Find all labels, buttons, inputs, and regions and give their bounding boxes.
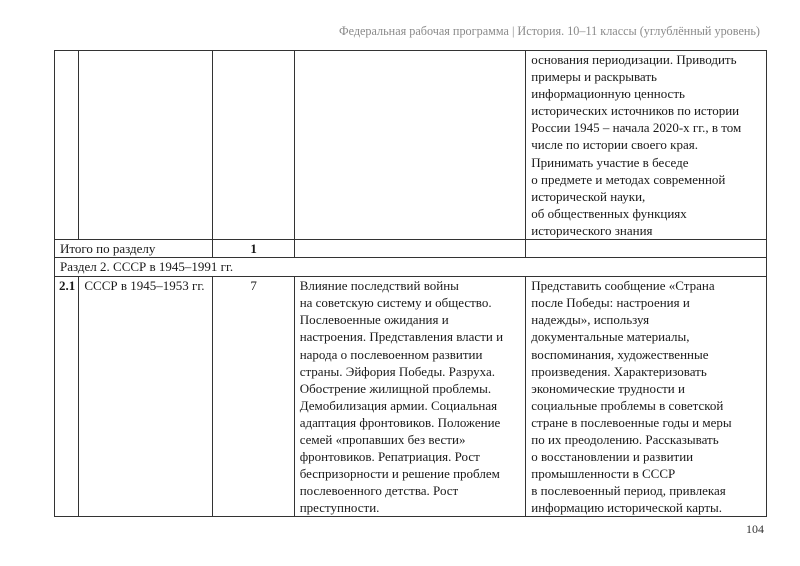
text-line: исторического знания: [531, 222, 653, 238]
running-header: Федеральная рабочая программа | История. 10–11 классы (углублённый уровень): [338, 24, 760, 38]
text-line: послевоенного детства. Рост: [299, 483, 459, 499]
text-line: надежды», используя: [531, 312, 650, 328]
text-line: воспоминания, художественные: [531, 346, 709, 362]
text-line: адаптация фронтовиков. Положение: [299, 414, 501, 430]
text-line: информацию исторической карты.: [531, 500, 723, 516]
topic-content: [294, 277, 526, 517]
text-line: основания периодизации. Приводить: [531, 52, 737, 67]
text-line: беспризорности и решение проблем: [299, 466, 500, 482]
text-line: Послевоенные ожидания и: [299, 312, 449, 328]
text-line: социальные проблемы в советской: [531, 397, 724, 413]
table-row-topic: [55, 277, 767, 517]
text-line: промышленности в СССР: [531, 466, 676, 482]
table-row-section: [55, 258, 767, 277]
text-line: стране в послевоенные годы и меры: [531, 414, 732, 430]
section-heading: Раздел 2. СССР в 1945–1991 гг.: [55, 258, 767, 277]
text-line: исторических источников по истории: [531, 103, 740, 119]
text-line: по их преодолению. Рассказывать: [531, 431, 719, 447]
subtotal-label: Итого по разделу: [55, 240, 213, 258]
topic-number: 2.1: [55, 277, 79, 517]
cell-topic: [79, 51, 213, 240]
curriculum-table: [54, 50, 767, 517]
cell-empty: [294, 240, 526, 258]
text-line: Принимать участие в беседе: [531, 154, 689, 170]
cell-empty: [526, 240, 767, 258]
table-row-subtotal: [55, 240, 767, 258]
cell-number: [55, 51, 79, 240]
text-line: семей «пропавших без вести»: [299, 431, 466, 447]
text-line: страны. Эйфория Победы. Разруха.: [299, 363, 495, 379]
text-line: произведения. Характеризовать: [531, 363, 707, 379]
text-line: о предмете и методах современной: [531, 171, 726, 187]
text-line: Представить сообщение «Страна: [531, 278, 715, 294]
text-line: после Победы: настроения и: [531, 295, 690, 311]
text-line: исторической науки,: [531, 188, 646, 204]
table-row-continuation: [55, 51, 767, 240]
topic-title: СССР в 1945–1953 гг.: [79, 277, 213, 517]
text-line: Обострение жилищной проблемы.: [299, 380, 492, 396]
text-line: на советскую систему и общество.: [299, 295, 492, 311]
cell-activities: [526, 51, 767, 240]
text-line: информационную ценность: [531, 86, 685, 102]
topic-hours: 7: [213, 277, 294, 517]
text-line: Влияние последствий войны: [299, 278, 459, 294]
subtotal-hours: 1: [213, 240, 294, 258]
text-line: России 1945 – начала 2020-х гг., в том: [531, 120, 742, 136]
page-number: 104: [746, 522, 764, 536]
text-line: народа о послевоенном развитии: [299, 346, 483, 362]
text-line: примеры и раскрывать: [531, 69, 657, 85]
topic-activities: [526, 277, 767, 517]
text-line: числе по истории своего края.: [531, 137, 698, 153]
text-line: настроения. Представления власти и: [299, 329, 504, 345]
cell-hours: [213, 51, 294, 240]
text-line: экономические трудности и: [531, 380, 685, 396]
text-line: преступности.: [299, 500, 380, 516]
text-line: о восстановлении и развитии: [531, 449, 694, 465]
text-line: фронтовиков. Репатриация. Рост: [299, 449, 480, 465]
text-line: об общественных функциях: [531, 205, 687, 221]
text-line: в послевоенный период, привлекая: [531, 483, 726, 499]
text-line: документальные материалы,: [531, 329, 690, 345]
cell-content: [294, 51, 526, 240]
text-line: Демобилизация армии. Социальная: [299, 397, 498, 413]
